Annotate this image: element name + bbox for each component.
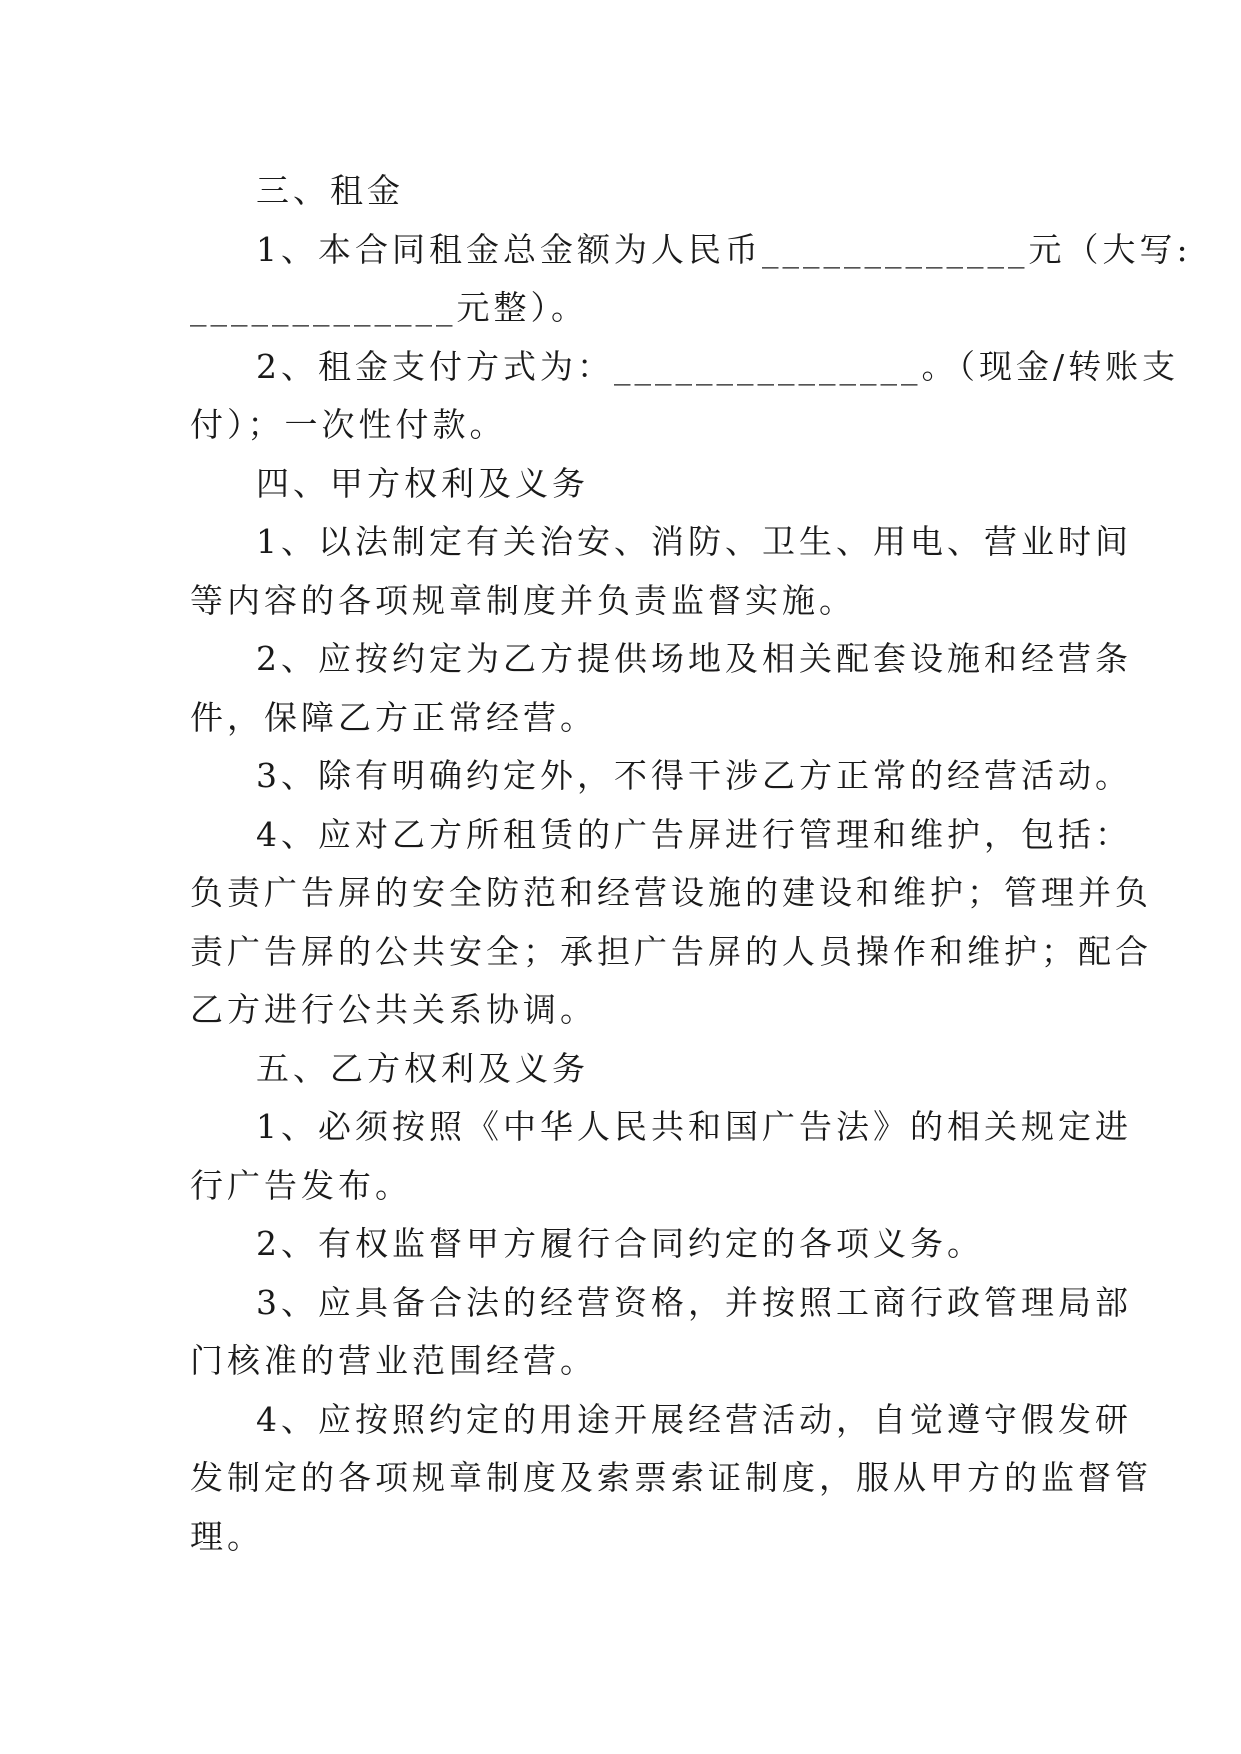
paragraph-line: 发制定的各项规章制度及索票索证制度，服从甲方的监督管	[190, 1458, 1152, 1497]
section-heading-party-b: 五、乙方权利及义务	[256, 1048, 589, 1088]
paragraph-line: 2、应按约定为乙方提供场地及相关配套设施和经营条	[256, 639, 1132, 678]
paragraph-line: 1、本合同租金总金额为人民币_____________元（大写:	[256, 229, 1192, 269]
paragraph-line: 负责广告屏的安全防范和经营设施的建设和维护；管理并负	[190, 873, 1152, 912]
paragraph-line: 3、应具备合法的经营资格，并按照工商行政管理局部	[256, 1282, 1132, 1322]
paragraph-line: 1、以法制定有关治安、消防、卫生、用电、营业时间	[256, 522, 1132, 561]
paragraph-line: 门核准的营业范围经营。	[190, 1341, 597, 1380]
paragraph-line: 2、租金支付方式为：_______________。（现金/转账支	[256, 346, 1180, 386]
paragraph-line: 3、除有明确约定外，不得干涉乙方正常的经营活动。	[256, 756, 1132, 795]
paragraph-line: 乙方进行公共关系协调。	[190, 990, 597, 1029]
paragraph-line: 4、应按照约定的用途开展经营活动，自觉遵守假发研	[256, 1399, 1132, 1439]
paragraph-line: _____________元整）。	[190, 288, 588, 327]
paragraph-line: 行广告发布。	[190, 1165, 412, 1205]
section-heading-rent: 三、租金	[256, 171, 404, 210]
paragraph-line: 4、应对乙方所租赁的广告屏进行管理和维护，包括：	[256, 814, 1132, 854]
section-heading-party-a: 四、甲方权利及义务	[256, 463, 589, 503]
paragraph-line: 件，保障乙方正常经营。	[190, 697, 597, 737]
paragraph-line: 1、必须按照《中华人民共和国广告法》的相关规定进	[256, 1107, 1132, 1146]
paragraph-line: 理。	[190, 1516, 264, 1556]
paragraph-line: 付）；一次性付款。	[190, 405, 507, 444]
document-page	[190, 162, 1192, 1566]
paragraph-line: 2、有权监督甲方履行合同约定的各项义务。	[256, 1224, 984, 1263]
paragraph-line: 责广告屏的公共安全；承担广告屏的人员操作和维护；配合	[190, 931, 1152, 971]
paragraph-line: 等内容的各项规章制度并负责监督实施。	[190, 580, 856, 620]
